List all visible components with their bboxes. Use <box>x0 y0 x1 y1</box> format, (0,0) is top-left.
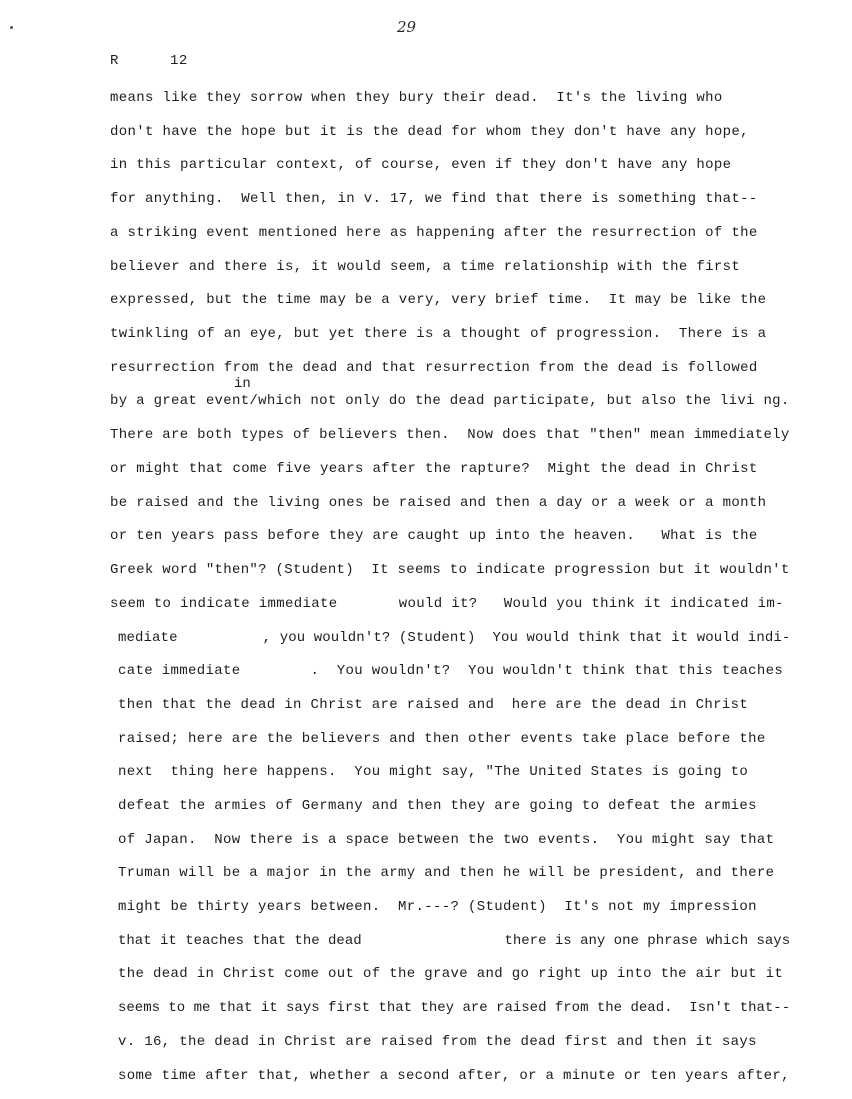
body-line: seem to indicate immediate would it? Would you think it indicated im- <box>110 596 784 612</box>
body-line: don't have the hope but it is the dead for whom they don't have any hope, <box>110 124 749 140</box>
body-line: a striking event mentioned here as happening after the resurrection of the <box>110 225 758 241</box>
body-line: mediate , you wouldn't? (Student) You would think that it would indi- <box>118 630 791 646</box>
body-line: means like they sorrow when they bury their dead. It's the living who <box>110 90 723 106</box>
body-line: then that the dead in Christ are raised and here are the dead in Christ <box>118 697 749 713</box>
body-line: next thing here happens. You might say, "The United States is going to <box>118 764 749 780</box>
scan-speck <box>10 26 13 29</box>
body-line: by a great event/which not only do the dead participate, but also the livi ng. <box>110 393 790 409</box>
body-line: raised; here are the believers and then other events take place before the <box>118 731 766 747</box>
page-number: 29 <box>397 18 417 36</box>
body-line: or might that come five years after the rapture? Might the dead in Christ <box>110 461 758 477</box>
section-reference <box>110 53 188 69</box>
body-line: cate immediate . You wouldn't? You wouldn't think that this teaches <box>118 663 784 679</box>
body-line: v. 16, the dead in Christ are raised from the dead first and then it says <box>118 1034 757 1050</box>
body-line: twinkling of an eye, but yet there is a thought of progression. There is a <box>110 326 767 342</box>
body-line: or ten years pass before they are caught up into the heaven. What is the <box>110 528 758 544</box>
body-line: in this particular context, of course, even if they don't have any hope <box>110 157 732 173</box>
body-line: Greek word "then"? (Student) It seems to indicate progression but it wouldn't <box>110 562 790 578</box>
handwritten-insert: in <box>234 376 251 392</box>
body-line: Truman will be a major in the army and then he will be president, and there <box>118 865 775 881</box>
body-line: that it teaches that the dead there is any one phrase which says <box>118 933 791 949</box>
body-line: be raised and the living ones be raised and then a day or a week or a month <box>110 495 767 511</box>
reference-number: 12 <box>170 53 188 69</box>
body-line: for anything. Well then, in v. 17, we find that there is something that-- <box>110 191 758 207</box>
body-line: the dead in Christ come out of the grave and go right up into the air but it <box>118 966 784 982</box>
body-line: some time after that, whether a second after, or a minute or ten years after, <box>118 1068 790 1084</box>
body-line: expressed, but the time may be a very, very brief time. It may be like the <box>110 292 767 308</box>
body-line: There are both types of believers then. Now does that "then" mean immediately <box>110 427 790 443</box>
body-line: might be thirty years between. Mr.---? (Student) It's not my impression <box>118 899 757 915</box>
body-line: seems to me that it says first that they are raised from the dead. Isn't that-- <box>118 1000 791 1016</box>
reference-letter: R <box>110 53 119 69</box>
body-line: resurrection from the dead and that resurrection from the dead is followed <box>110 360 758 376</box>
body-line: believer and there is, it would seem, a time relationship with the first <box>110 259 741 275</box>
body-line: of Japan. Now there is a space between the two events. You might say that <box>118 832 775 848</box>
body-line: defeat the armies of Germany and then they are going to defeat the armies <box>118 798 757 814</box>
